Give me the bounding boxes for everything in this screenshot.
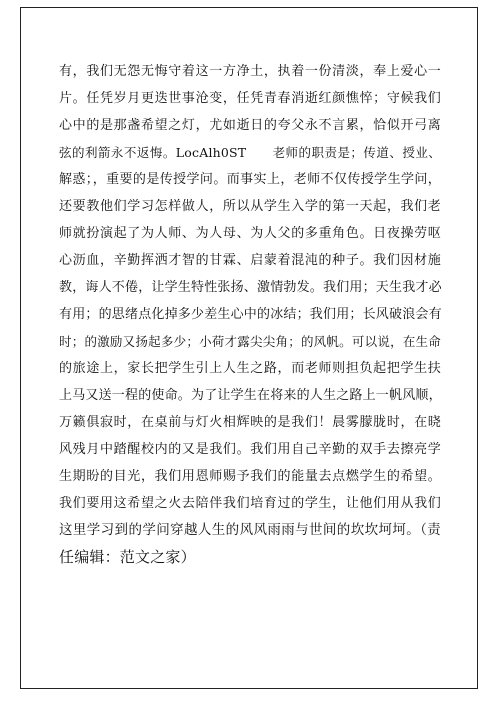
- text-line: 上马又送一程的使命。为了让学生在将来的人生之路上一帆风顺，: [59, 388, 442, 403]
- text-line: 片。任凭岁月更迭世事沧变，任凭青春消逝红颜憔悴；守候我们: [59, 91, 441, 106]
- text-line: 我们要用这希望之火去陪伴我们培育过的学生，让他们用从我们: [59, 496, 441, 511]
- text-line: 风残月中踏醒校内的又是我们。我们用自己辛勤的双手去擦亮学: [59, 442, 441, 457]
- body-text: [59, 58, 441, 571]
- text-line: 这里学习到的学问穿越人生的风风雨雨与世间的坎坎坷坷。（责: [59, 522, 441, 538]
- text-line: 心沥血，辛勤挥洒才智的甘霖、启蒙着混沌的种子。我们因材施: [59, 253, 441, 268]
- text-line: 万籁俱寂时，在桌前与灯火相辉映的是我们！晨雾朦胧时，在晓: [59, 415, 441, 430]
- text-line: 师就扮演起了为人师、为人母、为人父的多重角色。日夜操劳呕: [59, 226, 441, 241]
- text-line: 有用；的思绪点化掉多少差生心中的冰结；我们用；长风破浪会有: [59, 307, 442, 322]
- text-line: 生期盼的目光，我们用恩师赐予我们的能量去点燃学生的希望。: [59, 469, 441, 484]
- text-line: 教，诲人不倦，让学生特性张扬、激情勃发。我们用；天生我才必: [59, 280, 442, 295]
- text-line: 有，我们无怨无悔守着这一方净土，执着一份清淡，奉上爱心一: [59, 64, 441, 79]
- text-line: 心中的是那盏希望之灯，尤如逝日的夸父永不言累，恰似开弓离: [59, 118, 441, 133]
- text-line: 弦的利箭永不返悔。LocAlh0ST 老师的职责是；传道、授业、: [59, 145, 441, 160]
- text-line: 还要教他们学习怎样做人，所以从学生入学的第一天起，我们老: [59, 199, 441, 214]
- text-line: 解惑；，重要的是传授学问。而事实上，老师不仅传授学生学问，: [59, 172, 441, 187]
- text-line: 的旅途上，家长把学生引上人生之路，而老师则担负起把学生扶: [59, 361, 441, 376]
- text-line-last: 任编辑：范文之家）: [59, 548, 196, 566]
- text-line: 时；的激励又扬起多少；小荷才露尖尖角；的风帆。可以说，在生命: [59, 334, 441, 349]
